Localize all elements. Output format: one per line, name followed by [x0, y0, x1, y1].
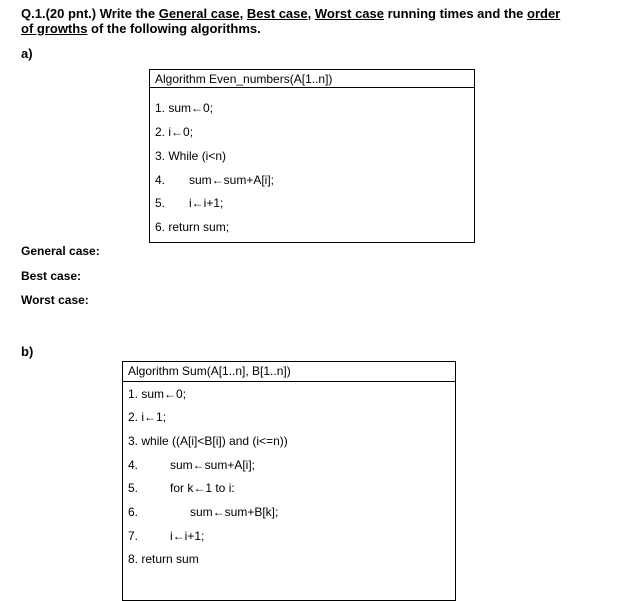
- line-number: 2.: [128, 410, 139, 424]
- part-b-label: b): [21, 344, 34, 359]
- algorithm-b-line-2: [128, 410, 166, 424]
- line-number: 4.: [155, 173, 166, 187]
- general-case-label: General case:: [21, 244, 100, 258]
- general-case-term: General case: [158, 6, 240, 21]
- line-text: While (i<n): [165, 149, 227, 163]
- best-case-term: Best case: [246, 6, 308, 21]
- line-number: 5.: [155, 196, 166, 210]
- question-comma-1: ,: [239, 6, 247, 21]
- algorithm-a-line-5: [155, 196, 223, 210]
- algorithm-a-divider: [150, 87, 474, 88]
- line-number: 1.: [128, 387, 139, 401]
- algorithm-a-line-4: [155, 173, 274, 187]
- algorithm-b-line-7: [128, 529, 204, 543]
- of-growths-term: of growths: [21, 21, 88, 36]
- part-a-label: a): [21, 46, 33, 61]
- line-text: sum←0;: [138, 387, 187, 401]
- line-text: return sum: [138, 552, 199, 566]
- line-number: 3.: [128, 434, 139, 448]
- question-text: [21, 6, 581, 36]
- line-text: i←i+1;: [170, 529, 205, 543]
- algorithm-b-title: Algorithm Sum(A[1..n], B[1..n]): [128, 364, 291, 378]
- algorithm-a-line-2: [155, 125, 193, 139]
- line-number: 6.: [155, 220, 166, 234]
- line-number: 5.: [128, 481, 139, 495]
- algorithm-b-line-1: [128, 387, 186, 401]
- line-text: for k←1 to i:: [170, 481, 235, 495]
- algorithm-b-line-8: [128, 552, 199, 566]
- algorithm-b-line-4: [128, 458, 255, 472]
- question-comma-2: ,: [307, 6, 315, 21]
- order-term: order: [527, 6, 561, 21]
- line-text: while ((A[i]<B[i]) and (i<=n)): [138, 434, 288, 448]
- worst-case-term: Worst case: [314, 6, 384, 21]
- question-line-2: [21, 21, 581, 36]
- worst-case-label: Worst case:: [21, 293, 89, 307]
- line-text: i←i+1;: [189, 196, 224, 210]
- question-prefix: Q.1.(20 pnt.) Write the: [21, 6, 159, 21]
- line-text: i←0;: [165, 125, 194, 139]
- best-case-label: Best case:: [21, 269, 82, 283]
- line-text: sum←0;: [165, 101, 214, 115]
- algorithm-a-line-1: [155, 101, 213, 115]
- line-text: i←1;: [138, 410, 167, 424]
- algorithm-b-line-3: [128, 434, 288, 448]
- line-number: 4.: [128, 458, 139, 472]
- algorithm-a-line-6: [155, 220, 229, 234]
- question-middle: running times and the: [384, 6, 528, 21]
- line-number: 1.: [155, 101, 166, 115]
- line-text: sum←sum+A[i];: [189, 173, 275, 187]
- algorithm-b-line-5: [128, 481, 235, 495]
- line-number: 7.: [128, 529, 139, 543]
- line-text: sum←sum+A[i];: [170, 458, 256, 472]
- algorithm-a-title: Algorithm Even_numbers(A[1..n]): [155, 72, 333, 86]
- question-line-1: [21, 6, 581, 21]
- line-number: 2.: [155, 125, 166, 139]
- question-suffix: of the following algorithms.: [87, 21, 261, 36]
- line-number: 3.: [155, 149, 166, 163]
- line-text: sum←sum+B[k];: [190, 505, 279, 519]
- line-number: 8.: [128, 552, 139, 566]
- line-number: 6.: [128, 505, 139, 519]
- algorithm-a-line-3: [155, 149, 226, 163]
- algorithm-b-divider: [123, 381, 455, 382]
- algorithm-b-line-6: [128, 505, 278, 519]
- line-text: return sum;: [165, 220, 230, 234]
